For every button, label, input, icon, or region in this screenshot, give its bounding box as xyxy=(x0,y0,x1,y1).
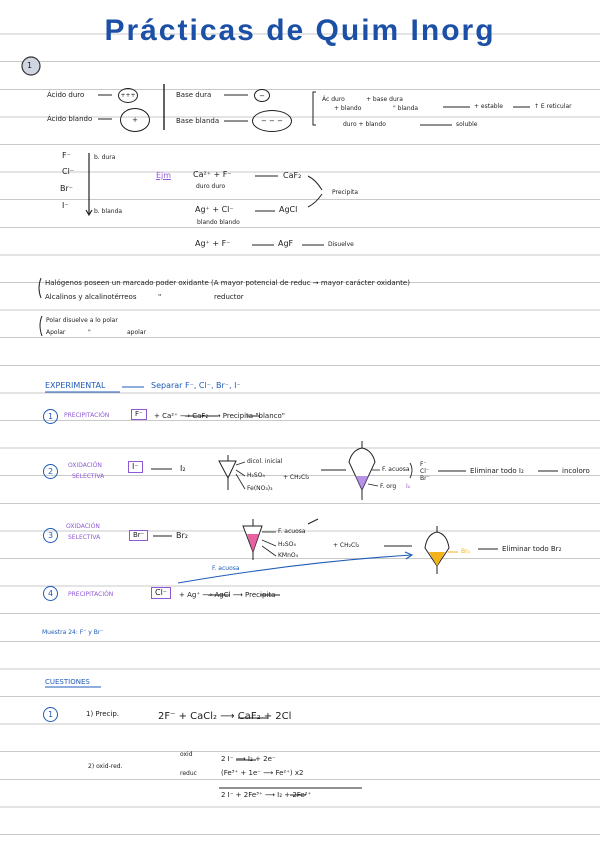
b-dura-label: b. dura xyxy=(94,154,116,161)
oxid-equation: 2 I⁻ ⟶ I₂ + 2e⁻ xyxy=(221,755,276,763)
step-reaction: + Ag⁺ ⟶ AgCl ⟶ Precipita xyxy=(179,591,276,599)
note-line: Apolar xyxy=(46,329,66,336)
note-line: Polar disuelve a lo polar xyxy=(46,317,118,324)
halide-ion: I⁻ xyxy=(62,201,69,210)
step-reaction: + Ca²⁺ ⟶ CaF₂ ⟶ Precipita "blanco" xyxy=(154,412,286,420)
plus-solvent: + CH₂Cl₂ xyxy=(283,474,310,481)
reaction-product: AgF xyxy=(278,239,294,248)
acido-blando-label: Ácido blando xyxy=(47,115,93,123)
acido-duro-label: Ácido duro xyxy=(47,91,85,99)
phase-label: F. acuosa xyxy=(382,466,410,473)
step-number: 2 xyxy=(43,464,58,479)
ion-box: F⁻ xyxy=(131,409,147,420)
soft-acid-symbol: + xyxy=(120,108,150,132)
note-line: Alcalinos y alcalinotérreos xyxy=(45,293,137,301)
soft-base-symbol: − − − xyxy=(252,110,292,132)
reagent: F. acuosa xyxy=(278,528,306,535)
rule-text: + blando xyxy=(334,105,362,112)
brace xyxy=(410,463,412,478)
step-label: OXIDACIÓN xyxy=(66,523,100,530)
total-equation: 2 I⁻ + 2Fe³⁺ ⟶ I₂ + 2Fe²⁺ xyxy=(221,791,312,799)
note-line: Halógenos poseen un marcado poder oxidante (A mayor potencial de reduc → mayor carácter oxidante) xyxy=(45,279,410,287)
precipita-label: Precipita xyxy=(332,189,359,196)
step-number: 3 xyxy=(43,528,58,543)
phase-label: F. org xyxy=(380,483,397,490)
base-blanda-label: Base blanda xyxy=(176,117,220,125)
rule-text: Ác duro xyxy=(322,96,345,103)
halide-ion: Br⁻ xyxy=(60,184,73,193)
reagent: H₂SO₄ xyxy=(278,541,296,548)
reaction-subscript: duro duro xyxy=(196,183,226,190)
note-line: apolar xyxy=(127,329,146,336)
eliminar-text: Eliminar todo I₂ xyxy=(470,467,524,475)
reaction-left: Ca²⁺ + F⁻ xyxy=(193,170,232,179)
step-number: 4 xyxy=(43,586,58,601)
ions-list: F⁻ Cl⁻ Br⁻ xyxy=(420,461,430,482)
ion-box: Cl⁻ xyxy=(151,587,171,599)
funnel-icon xyxy=(219,461,236,478)
step-label: PRECIPITACIÓN xyxy=(64,412,110,419)
step-product: I₂ xyxy=(180,464,186,473)
plus-solvent: + CH₂Cl₂ xyxy=(333,542,360,549)
question-equation: 2F⁻ + CaCl₂ ⟶ CaF₂ + 2Cl xyxy=(158,711,292,722)
brace xyxy=(40,316,42,336)
brace xyxy=(308,194,322,207)
note-line: reductor xyxy=(214,293,244,301)
reduc-equation: (Fe³⁺ + 1e⁻ ⟶ Fe²⁺) x2 xyxy=(221,769,304,777)
reagent: dicol. inicial xyxy=(247,458,283,465)
step-label: OXIDACIÓN xyxy=(68,462,102,469)
reaction-result: Disuelve xyxy=(328,241,354,248)
curve-label: F. acuosa xyxy=(212,565,240,572)
reduc-label: reduc xyxy=(180,770,197,777)
brace xyxy=(308,176,322,190)
reaction-subscript: blando blando xyxy=(197,219,240,226)
section-number: 1 xyxy=(27,61,33,70)
step-label: PRECIPITACIÓN xyxy=(68,591,114,598)
note-line: " xyxy=(158,293,162,301)
reaction-product: CaF₂ xyxy=(283,171,302,180)
step-number: 1 xyxy=(43,409,58,424)
step-label: SELECTIVA xyxy=(68,534,101,541)
step-label: SELECTIVA xyxy=(72,473,105,480)
rule-text: duro + blando xyxy=(343,121,386,128)
hard-acid-symbol: +++ xyxy=(118,88,138,103)
oxid-label: oxid xyxy=(180,751,193,758)
example-label: Ejm xyxy=(156,171,172,180)
page-title: Prácticas de Quim Inorg xyxy=(104,14,496,47)
br-tag: Br₂ xyxy=(461,548,470,555)
halide-ion: Cl⁻ xyxy=(62,167,75,176)
muestra-text: Muestra 24: F⁻ y Br⁻ xyxy=(42,629,104,636)
halide-ion: F⁻ xyxy=(62,151,71,160)
question-number: 1 xyxy=(43,707,58,722)
question-item: 1) Precip. xyxy=(86,710,120,718)
rule-text: soluble xyxy=(456,121,478,128)
reagent: KMnO₄ xyxy=(278,552,299,559)
ion-box: I⁻ xyxy=(128,461,143,473)
step-product: Br₂ xyxy=(176,531,188,540)
cuestiones-heading: CUESTIONES xyxy=(45,678,90,686)
reagent: H₂SO₄ xyxy=(247,472,265,479)
incoloro-text: incoloro xyxy=(562,467,590,475)
hard-base-symbol: − xyxy=(254,89,270,102)
rule-text: + base dura xyxy=(366,96,403,103)
reagent: Fe(NO₃)₃ xyxy=(247,485,273,492)
separar-text: Separar F⁻, Cl⁻, Br⁻, I⁻ xyxy=(151,381,241,390)
eliminar-text: Eliminar todo Br₂ xyxy=(502,545,562,553)
base-dura-label: Base dura xyxy=(176,91,212,99)
phase-tag: I₂ xyxy=(406,483,411,490)
rule-text: + estable xyxy=(474,103,503,110)
brace xyxy=(313,92,316,125)
rule-text: " blanda xyxy=(393,105,419,112)
b-blanda-label: b. blanda xyxy=(94,208,123,215)
ion-box: Br⁻ xyxy=(129,530,148,541)
arrow xyxy=(308,519,318,524)
brace xyxy=(39,278,41,298)
experimental-heading: EXPERIMENTAL xyxy=(45,381,106,390)
question-item: 2) oxid-red. xyxy=(88,763,123,770)
reaction-left: Ag⁺ + Cl⁻ xyxy=(195,205,234,214)
reaction-product: AgCl xyxy=(279,205,298,214)
rule-text: ↑ E reticular xyxy=(534,103,572,110)
note-line: " xyxy=(88,329,91,336)
reaction-left: Ag⁺ + F⁻ xyxy=(195,239,231,248)
